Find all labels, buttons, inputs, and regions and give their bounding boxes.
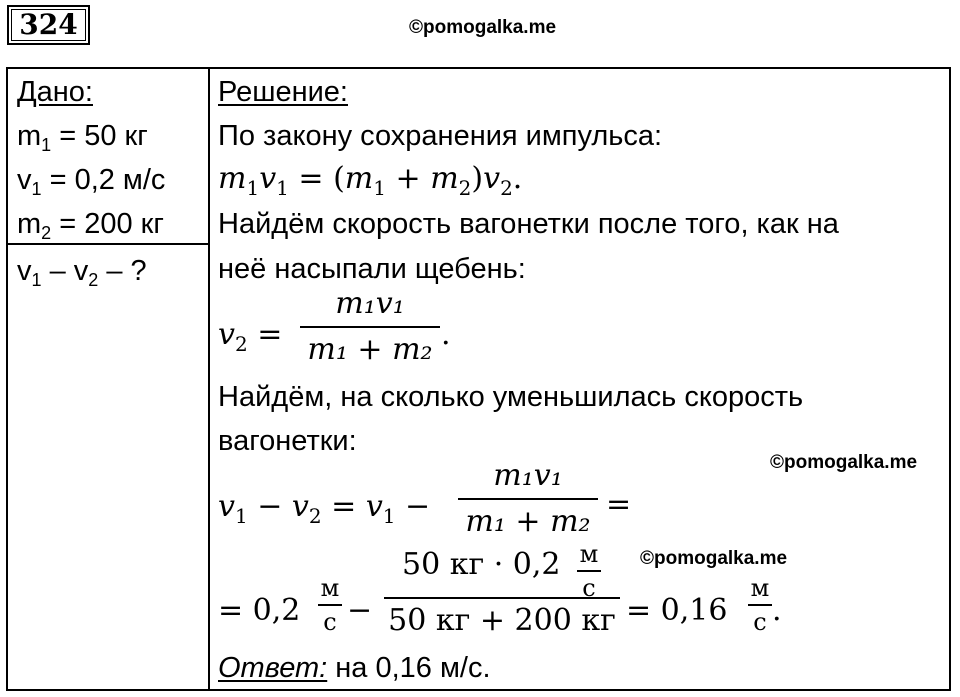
given-heading: Дано: <box>17 76 93 108</box>
given-divider <box>6 243 210 245</box>
solution-line-4: неё насыпали щебень: <box>218 253 526 285</box>
fraction-v2 <box>300 286 440 368</box>
solution-line-1: По закону сохранения импульса: <box>218 120 663 152</box>
answer-label: Ответ: <box>218 652 328 684</box>
watermark-middle: ©pomogalka.me <box>770 452 918 473</box>
equation-numeric-lead: = 0,2 <box>218 593 301 628</box>
equation-momentum: $m_1v_1 = (m_1 + m_2)v_2$. <box>218 161 523 200</box>
solution-line-6a: Найдём, на сколько уменьшилась скорость <box>218 381 804 413</box>
fraction-numeric-denominator: 50 кг + 200 кг <box>388 603 616 638</box>
watermark-lower: ©pomogalka.me <box>640 548 788 569</box>
fraction-numeric-numerator: 50 кг · 0,2 <box>402 547 561 582</box>
problem-number: 324 <box>19 8 78 41</box>
fraction-difference <box>458 458 598 540</box>
table-column-divider <box>208 67 210 691</box>
equation-difference-lhs: $v_1 - v_2 = v_1$ − <box>218 489 431 528</box>
given-m2: $m_2 = 200$ кг <box>17 208 164 243</box>
unit-fraction-numerator: м с <box>577 541 601 601</box>
equation-v2-dot: . <box>441 317 451 352</box>
given-v1: $v_1 = 0,2$ м/с <box>17 164 166 199</box>
fraction-v2-denominator: m₁ + m₂ <box>307 332 433 367</box>
given-m1: $m_1 = 50$ кг <box>17 120 148 155</box>
solution-line-3: Найдём скорость вагонетки после того, как на <box>218 208 839 240</box>
answer-line <box>218 651 491 685</box>
answer-text: на 0,16 м/с. <box>327 652 491 684</box>
fraction-difference-denominator: m₁ + m₂ <box>465 504 591 539</box>
unit-fraction-result: м с <box>748 575 772 635</box>
fraction-v2-numerator: m₁v₁ <box>335 286 405 321</box>
equation-v2-lhs: $v_2$ = <box>218 317 283 356</box>
problem-number-box <box>7 5 90 45</box>
equation-numeric-result: = 0,16 <box>626 593 728 628</box>
solution-line-6b: вагонетки: <box>218 425 357 457</box>
equation-numeric-dot: . <box>772 593 782 628</box>
fraction-difference-numerator: m₁v₁ <box>493 458 563 493</box>
equation-difference-equals: = <box>606 487 632 522</box>
solution-heading: Решение: <box>218 76 348 108</box>
unit-fraction-1: м с <box>318 575 342 635</box>
watermark-top: ©pomogalka.me <box>409 17 557 38</box>
equation-numeric-minus: − <box>347 593 373 628</box>
given-find: $v_1 - v_2$ – ? <box>17 255 147 290</box>
